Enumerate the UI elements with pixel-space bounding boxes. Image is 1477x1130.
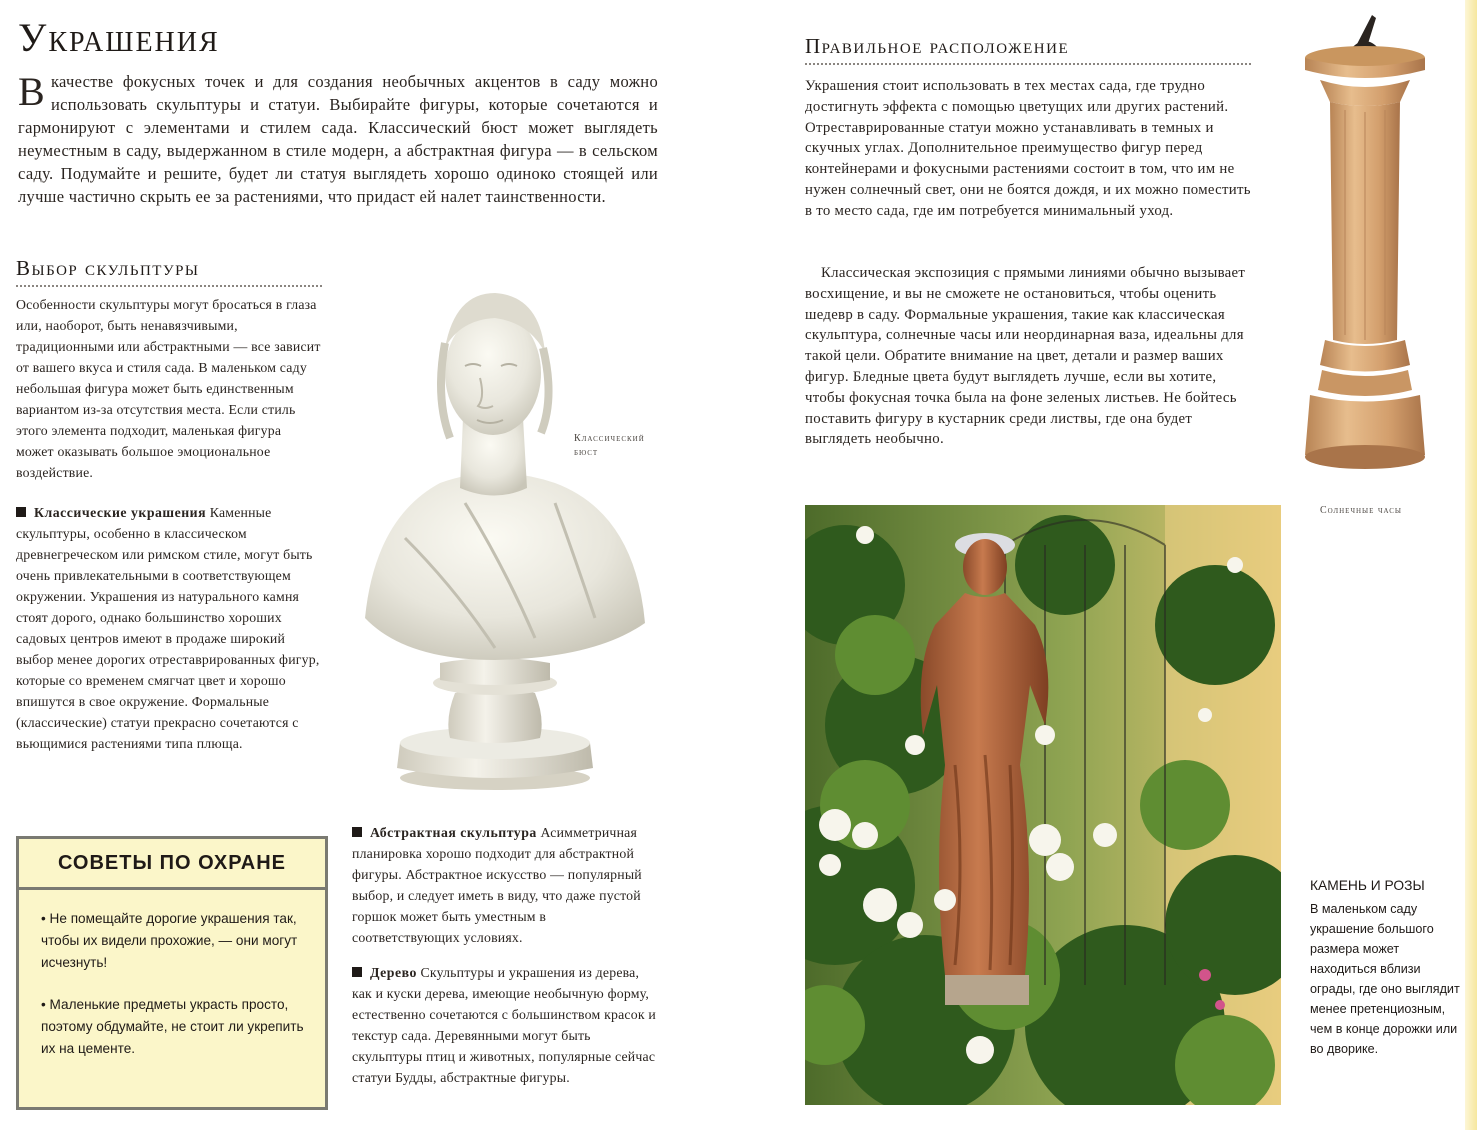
classic-lead: Классические украшения — [34, 505, 207, 520]
stone-roses-heading: КАМЕНЬ И РОЗЫ — [1310, 878, 1425, 893]
tip-item: • Маленькие предметы украсть просто, поэтому обдумайте, не стоит ли укрепить их на цементе. — [41, 997, 304, 1056]
classic-text: Каменные скульптуры, особенно в классическом древнегреческом или римском стиле, могут быть очень привлекательными в соответствующем окружении. Украшения из натурального камня стоят дорого, однако большинство хороших садовых центров имеют в продаже широкий выбор менее дорогих отреставрированных фигур, которые со временем смягчат цвет и хорошо впишутся в свое окружение. Формальные (классические) статуи прекрасно сочетаются с вьющимися растениями типа плюща. — [16, 505, 320, 751]
abstract-paragraph — [352, 822, 656, 948]
intro-dropcap: В — [18, 69, 45, 114]
garden-statue-photo — [805, 505, 1281, 1105]
section-heading-choice: Выбор скульптуры — [16, 256, 322, 287]
placement-paragraph-2: Классическая экспозиция с прямыми линиями обычно вызывает восхищение, и вы не сможете не остановиться, чтобы оценить шедевр в саду. Формальные украшения, такие как классическая скульптура, солнечные часы или неординарная ваза, идеальны для такой цели. Обратите внимание на цвет, детали и размер ваших фигур. Бледные цвета будут выглядеть лучше, если вы хотите, чтобы фокусная точка была на фоне зеленых листьев. Не бойтесь поставить фигуру в кустарник среди листвы, где она будет выглядеть необычно. — [805, 265, 1246, 448]
security-tips-box — [16, 836, 328, 1110]
tips-list — [19, 890, 325, 1060]
wood-lead: Дерево — [370, 965, 417, 980]
page-title: Украшения — [18, 15, 220, 60]
placement-paragraph-1: Украшения стоит использовать в тех местах сада, где трудно достигнуть эффекта с помощью цветущих или других растений. Отреставрированные статуи можно устанавливать в темных и скучных углах. Дополнительное преимущество фигур перед контейнерами и фокусными растениями состоит в том, что им не нужен солнечный свет, они не боятся дождя, и их можно поместить в то место сада, где им потребуется минимальный уход. — [805, 78, 1251, 219]
square-bullet-icon — [352, 967, 362, 977]
square-bullet-icon — [352, 827, 362, 837]
sundial-image — [1300, 10, 1430, 485]
abstract-lead: Абстрактная скульптура — [370, 825, 537, 840]
page-edge — [1465, 0, 1477, 1130]
tips-heading: СОВЕТЫ ПО ОХРАНЕ — [19, 839, 325, 890]
wood-text: Скульптуры и украшения из дерева, как и куски дерева, имеющие необычную форму, естественно сочетаются с большинством красок и текстур сада. Деревянными могут быть скульптуры птиц и животных, популярные сейчас статуи Будды, абстрактные фигуры. — [352, 965, 656, 1085]
sundial-caption: Солнечные часы — [1320, 505, 1402, 516]
intro-paragraph — [18, 70, 658, 208]
bust-caption: Классический бюст — [574, 433, 645, 458]
abstract-text: Асимметричная планировка хорошо подходит для абстрактной фигуры. Абстрактное искусство — популярный выбор, и следует иметь в виду, что даже пустой горшок может быть уместным в соответствующих условиях. — [352, 825, 642, 945]
tip-item: • Не помещайте дорогие украшения так, чтобы их видели прохожие, — они могут исчезнуть! — [41, 911, 298, 970]
classic-paragraph — [16, 502, 326, 754]
classic-bust-image — [345, 288, 655, 793]
stone-roses-text: В маленьком саду украшение большого размера может находиться вблизи ограды, где оно выглядит менее претенциозным, чем в конце дорожки или во дворике. — [1310, 902, 1460, 1056]
wood-paragraph — [352, 962, 656, 1088]
section-heading-placement: Правильное расположение — [805, 34, 1251, 65]
choice-text: Особенности скульптуры могут бросаться в глаза или, наоборот, быть ненавязчивыми, традиционными или абстрактными — все зависит от вашего вкуса и стиля сада. В маленьком саду небольшая фигура может быть единственным вариантом из-за отсутствия места. Если стиль этого элемента подходит, маленькая фигура может оказывать большое эмоциональное воздействие. — [16, 297, 321, 480]
square-bullet-icon — [16, 507, 26, 517]
intro-text: качестве фокусных точек и для создания необычных акцентов в саду можно использовать скульптуры и статуи. Выбирайте фигуры, которые сочетаются и гармонируют с элементами и стилем сада. Классический бюст может выглядеть неуместным в саду, выдержанном в стиле модерн, а абстрактная фигура — в сельском саду. Подумайте и решите, будет ли статуя выглядеть хорошо одиноко стоящей или лучше частично скрыть ее за растениями, что придаст ей налет таинственности. — [18, 72, 658, 206]
